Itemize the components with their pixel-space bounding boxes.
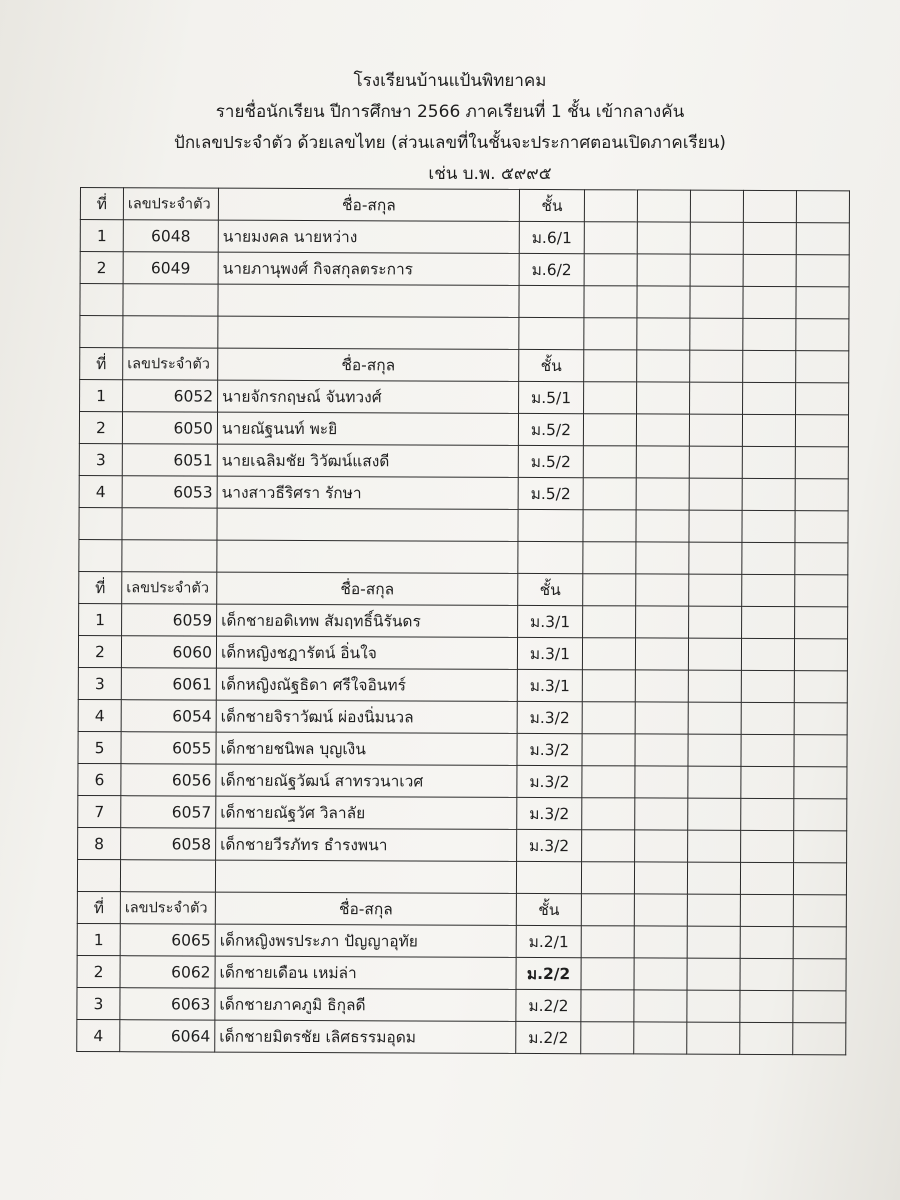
group-header-row xyxy=(80,188,849,223)
row-no: 7 xyxy=(78,795,121,827)
row-student-id: 6056 xyxy=(121,764,216,796)
header-class: ชั้น xyxy=(519,189,584,221)
empty-cell xyxy=(690,382,743,414)
table-row xyxy=(78,699,847,734)
blank-row xyxy=(77,859,846,894)
row-student-name: เด็กชายชนิพล บุญเงิน xyxy=(216,732,517,765)
row-student-id: 6048 xyxy=(123,220,218,252)
empty-cell xyxy=(689,574,742,606)
empty-cell xyxy=(634,990,687,1022)
blank-row xyxy=(79,507,848,542)
empty-cell xyxy=(582,734,635,766)
row-student-id: 6052 xyxy=(123,380,218,412)
row-class: ม.5/2 xyxy=(518,477,583,509)
empty-cell xyxy=(743,190,796,222)
empty-cell xyxy=(582,638,635,670)
empty-cell xyxy=(584,350,637,382)
row-class: ม.2/2 xyxy=(516,957,581,989)
student-table xyxy=(76,187,850,1055)
empty-cell xyxy=(689,606,742,638)
row-student-name: เด็กหญิงพรประภา ปัญญาอุทัย xyxy=(215,924,516,957)
empty-cell xyxy=(740,926,793,958)
empty-cell xyxy=(690,286,743,318)
empty-cell xyxy=(217,508,518,541)
empty-cell xyxy=(796,287,849,319)
table-row xyxy=(79,603,848,638)
empty-cell xyxy=(742,446,795,478)
empty-cell xyxy=(635,830,688,862)
empty-cell xyxy=(690,254,743,286)
empty-cell xyxy=(582,798,635,830)
row-student-id: 6059 xyxy=(122,604,217,636)
table-row xyxy=(78,763,847,798)
row-student-name: เด็กหญิงชฎารัตน์ อิ่นใจ xyxy=(216,636,517,669)
empty-cell xyxy=(581,926,634,958)
empty-cell xyxy=(740,862,793,894)
empty-cell xyxy=(637,254,690,286)
empty-cell xyxy=(636,574,689,606)
empty-cell xyxy=(793,991,846,1023)
empty-cell xyxy=(636,510,689,542)
blank-row xyxy=(80,316,849,351)
row-student-id: 6064 xyxy=(120,1020,215,1052)
example-line: เช่น บ.พ. ๕๙๙๕ xyxy=(428,164,552,184)
empty-cell xyxy=(688,702,741,734)
row-student-name: นายภานุพงศ์ กิจสกุลตระการ xyxy=(218,252,519,285)
empty-cell xyxy=(218,284,519,317)
table-row xyxy=(77,955,846,990)
empty-cell xyxy=(796,255,849,287)
empty-cell xyxy=(741,702,794,734)
empty-cell xyxy=(635,766,688,798)
row-student-name: เด็กชายอดิเทพ สัมฤทธิ์นิรันดร xyxy=(217,604,518,637)
row-class: ม.3/2 xyxy=(517,765,582,797)
header-name: ชื่อ-สกุล xyxy=(215,892,516,925)
empty-cell xyxy=(689,510,742,542)
empty-cell xyxy=(581,862,634,894)
empty-cell xyxy=(795,543,848,575)
empty-cell xyxy=(583,510,636,542)
empty-cell xyxy=(743,254,796,286)
empty-cell xyxy=(743,222,796,254)
empty-cell xyxy=(637,318,690,350)
table-row xyxy=(77,1019,846,1054)
empty-cell xyxy=(637,222,690,254)
row-student-id: 6055 xyxy=(121,732,216,764)
empty-cell xyxy=(796,351,849,383)
row-no: 2 xyxy=(78,635,121,667)
empty-cell xyxy=(687,990,740,1022)
row-class: ม.6/2 xyxy=(519,253,584,285)
row-student-name: นางสาวธีริศรา รักษา xyxy=(217,476,518,509)
empty-cell xyxy=(584,254,637,286)
row-class: ม.2/2 xyxy=(516,1021,581,1053)
group-header-row xyxy=(79,571,848,606)
empty-cell xyxy=(217,540,518,573)
empty-cell xyxy=(637,286,690,318)
row-student-id: 6053 xyxy=(122,476,217,508)
empty-cell xyxy=(635,670,688,702)
header-name: ชื่อ-สกุล xyxy=(218,348,519,381)
empty-cell xyxy=(742,510,795,542)
empty-cell xyxy=(740,1022,793,1054)
empty-cell xyxy=(688,670,741,702)
empty-cell xyxy=(583,414,636,446)
row-class: ม.3/2 xyxy=(517,701,582,733)
empty-cell xyxy=(582,830,635,862)
empty-cell xyxy=(218,316,519,349)
empty-cell xyxy=(583,606,636,638)
empty-cell xyxy=(687,1022,740,1054)
empty-cell xyxy=(634,862,687,894)
empty-cell xyxy=(215,860,516,893)
empty-cell xyxy=(741,734,794,766)
row-student-name: นายจักรกฤษณ์ จันทวงศ์ xyxy=(218,380,519,413)
row-student-name: เด็กชายณัฐวัศ วิลาลัย xyxy=(216,796,517,829)
header-no: ที่ xyxy=(77,891,120,923)
empty-cell xyxy=(687,894,740,926)
empty-cell xyxy=(584,222,637,254)
empty-cell xyxy=(519,285,584,317)
empty-cell xyxy=(582,670,635,702)
table-row xyxy=(77,923,846,958)
empty-cell xyxy=(793,927,846,959)
empty-cell xyxy=(518,541,583,573)
empty-cell xyxy=(584,318,637,350)
empty-cell xyxy=(123,316,218,348)
empty-cell xyxy=(742,414,795,446)
empty-cell xyxy=(795,447,848,479)
row-class: ม.2/1 xyxy=(516,925,581,957)
empty-cell xyxy=(635,734,688,766)
table-row xyxy=(78,795,847,830)
header-no: ที่ xyxy=(80,188,123,220)
empty-cell xyxy=(743,286,796,318)
empty-cell xyxy=(796,191,849,223)
empty-cell xyxy=(740,894,793,926)
empty-cell xyxy=(581,958,634,990)
row-no: 2 xyxy=(79,412,122,444)
empty-cell xyxy=(635,638,688,670)
row-class: ม.6/1 xyxy=(519,221,584,253)
row-student-id: 6051 xyxy=(122,444,217,476)
empty-cell xyxy=(583,478,636,510)
empty-cell xyxy=(742,574,795,606)
table-row xyxy=(78,635,847,670)
row-class: ม.2/2 xyxy=(516,989,581,1021)
blank-row xyxy=(79,539,848,574)
empty-cell xyxy=(743,382,796,414)
header-id: เลขประจำตัว xyxy=(120,892,215,924)
empty-cell xyxy=(634,958,687,990)
row-student-id: 6061 xyxy=(121,668,216,700)
row-student-name: นายณัฐนนท์ พะยิ xyxy=(217,412,518,445)
empty-cell xyxy=(636,478,689,510)
empty-cell xyxy=(742,478,795,510)
row-student-name: เด็กชายจิราวัฒน์ ผ่องนิ่มนวล xyxy=(216,700,517,733)
group-header-row xyxy=(77,891,846,926)
header-name: ชื่อ-สกุล xyxy=(218,188,519,221)
empty-cell xyxy=(793,1023,846,1055)
empty-cell xyxy=(688,798,741,830)
empty-cell xyxy=(793,895,846,927)
header-class: ชั้น xyxy=(516,893,581,925)
list-title: รายชื่อนักเรียน ปีการศึกษา 2566 ภาคเรียนที่ 1 ชั้น เข้ากลางคัน xyxy=(215,102,685,122)
empty-cell xyxy=(635,702,688,734)
empty-cell xyxy=(634,926,687,958)
empty-cell xyxy=(584,286,637,318)
row-no: 3 xyxy=(78,667,121,699)
empty-cell xyxy=(689,542,742,574)
empty-cell xyxy=(518,509,583,541)
empty-cell xyxy=(741,798,794,830)
row-no: 2 xyxy=(77,955,120,987)
empty-cell xyxy=(742,606,795,638)
empty-cell xyxy=(688,638,741,670)
table-row xyxy=(79,475,848,510)
empty-cell xyxy=(637,382,690,414)
row-no: 1 xyxy=(79,603,122,635)
empty-cell xyxy=(793,959,846,991)
row-class: ม.3/2 xyxy=(517,797,582,829)
empty-cell xyxy=(795,511,848,543)
table-row xyxy=(78,827,847,862)
empty-cell xyxy=(79,507,122,539)
table-row xyxy=(78,731,847,766)
row-student-name: นายเฉลิมชัย วิวัฒน์แสงดี xyxy=(217,444,518,477)
row-student-id: 6060 xyxy=(121,636,216,668)
empty-cell xyxy=(794,703,847,735)
empty-cell xyxy=(582,702,635,734)
row-no: 3 xyxy=(79,443,122,475)
instruction-line: ปักเลขประจำตัว ด้วยเลขไทย (ส่วนเลขที่ในชั้นจะประกาศตอนเปิดภาคเรียน) xyxy=(174,133,726,153)
header-class: ชั้น xyxy=(519,349,584,381)
empty-cell xyxy=(581,1022,634,1054)
empty-cell xyxy=(795,479,848,511)
empty-cell xyxy=(794,639,847,671)
table-row xyxy=(79,412,848,447)
empty-cell xyxy=(636,414,689,446)
empty-cell xyxy=(687,862,740,894)
empty-cell xyxy=(636,606,689,638)
empty-cell xyxy=(80,316,123,348)
table-row xyxy=(80,220,849,255)
empty-cell xyxy=(690,222,743,254)
row-class: ม.3/1 xyxy=(517,637,582,669)
empty-cell xyxy=(794,799,847,831)
empty-cell xyxy=(794,671,847,703)
empty-cell xyxy=(584,190,637,222)
empty-cell xyxy=(689,414,742,446)
row-student-name: เด็กชายเดือน เหม่ล่า xyxy=(215,956,516,989)
row-student-id: 6065 xyxy=(120,924,215,956)
row-student-id: 6054 xyxy=(121,700,216,732)
empty-cell xyxy=(634,894,687,926)
row-student-name: เด็กชายภาคภูมิ ธิกุลดี xyxy=(215,988,516,1021)
empty-cell xyxy=(120,860,215,892)
row-student-name: เด็กชายณัฐวัฒน์ สาทรวนาเวศ xyxy=(216,764,517,797)
row-no: 5 xyxy=(78,731,121,763)
empty-cell xyxy=(635,798,688,830)
empty-cell xyxy=(583,446,636,478)
empty-cell xyxy=(688,830,741,862)
empty-cell xyxy=(637,190,690,222)
empty-cell xyxy=(741,830,794,862)
empty-cell xyxy=(689,478,742,510)
row-no: 1 xyxy=(80,220,123,252)
empty-cell xyxy=(795,575,848,607)
empty-cell xyxy=(122,508,217,540)
row-class: ม.5/2 xyxy=(518,413,583,445)
empty-cell xyxy=(79,539,122,571)
header-name: ชื่อ-สกุล xyxy=(217,572,518,605)
empty-cell xyxy=(796,319,849,351)
row-class: ม.3/2 xyxy=(517,733,582,765)
empty-cell xyxy=(793,863,846,895)
header-no: ที่ xyxy=(79,571,122,603)
empty-cell xyxy=(636,542,689,574)
school-name: โรงเรียนบ้านแป้นพิทยาคม xyxy=(353,71,547,91)
empty-cell xyxy=(687,926,740,958)
header-id: เลขประจำตัว xyxy=(122,572,217,604)
row-student-name: เด็กชายมิตรชัย เลิศธรรมอุดม xyxy=(215,1020,516,1053)
empty-cell xyxy=(636,446,689,478)
empty-cell xyxy=(581,894,634,926)
row-no: 6 xyxy=(78,763,121,795)
empty-cell xyxy=(743,350,796,382)
row-student-name: นายมงคล นายหว่าง xyxy=(218,220,519,253)
empty-cell xyxy=(743,318,796,350)
empty-cell xyxy=(741,670,794,702)
row-class: ม.3/2 xyxy=(517,829,582,861)
empty-cell xyxy=(77,859,120,891)
row-no: 4 xyxy=(78,699,121,731)
empty-cell xyxy=(637,350,690,382)
empty-cell xyxy=(80,284,123,316)
row-no: 8 xyxy=(78,827,121,859)
header-no: ที่ xyxy=(80,348,123,380)
row-student-id: 6063 xyxy=(120,988,215,1020)
empty-cell xyxy=(741,766,794,798)
blank-row xyxy=(80,284,849,319)
empty-cell xyxy=(794,735,847,767)
empty-cell xyxy=(740,990,793,1022)
table-row xyxy=(79,443,848,478)
row-no: 2 xyxy=(80,252,123,284)
empty-cell xyxy=(742,542,795,574)
empty-cell xyxy=(581,990,634,1022)
row-class: ม.3/1 xyxy=(518,605,583,637)
empty-cell xyxy=(122,540,217,572)
row-student-id: 6057 xyxy=(121,796,216,828)
group-header-row xyxy=(80,348,849,383)
empty-cell xyxy=(690,318,743,350)
empty-cell xyxy=(690,190,743,222)
empty-cell xyxy=(519,317,584,349)
row-student-id: 6049 xyxy=(123,252,218,284)
row-class: ม.5/1 xyxy=(519,381,584,413)
empty-cell xyxy=(741,638,794,670)
empty-cell xyxy=(689,446,742,478)
empty-cell xyxy=(796,383,849,415)
header-id: เลขประจำตัว xyxy=(123,348,218,380)
empty-cell xyxy=(516,861,581,893)
empty-cell xyxy=(583,574,636,606)
empty-cell xyxy=(634,1022,687,1054)
row-class: ม.5/2 xyxy=(518,445,583,477)
empty-cell xyxy=(794,831,847,863)
header-id: เลขประจำตัว xyxy=(123,188,218,220)
empty-cell xyxy=(795,607,848,639)
empty-cell xyxy=(690,350,743,382)
row-student-id: 6062 xyxy=(120,956,215,988)
table-row xyxy=(77,987,846,1022)
empty-cell xyxy=(688,766,741,798)
row-no: 4 xyxy=(79,475,122,507)
empty-cell xyxy=(795,415,848,447)
row-student-name: เด็กหญิงณัฐธิดา ศรีใจอินทร์ xyxy=(216,668,517,701)
row-no: 1 xyxy=(77,923,120,955)
empty-cell xyxy=(687,958,740,990)
empty-cell xyxy=(584,382,637,414)
table-row xyxy=(80,380,849,415)
row-student-id: 6058 xyxy=(121,828,216,860)
row-no: 4 xyxy=(77,1019,120,1051)
table-row xyxy=(78,667,847,702)
empty-cell xyxy=(794,767,847,799)
row-no: 3 xyxy=(77,987,120,1019)
empty-cell xyxy=(688,734,741,766)
empty-cell xyxy=(796,223,849,255)
row-student-id: 6050 xyxy=(122,412,217,444)
empty-cell xyxy=(740,958,793,990)
header-class: ชั้น xyxy=(518,573,583,605)
row-student-name: เด็กชายวีรภัทร ธำรงพนา xyxy=(216,828,517,861)
row-no: 1 xyxy=(80,380,123,412)
empty-cell xyxy=(123,284,218,316)
row-class: ม.3/1 xyxy=(517,669,582,701)
empty-cell xyxy=(583,542,636,574)
empty-cell xyxy=(582,766,635,798)
table-row xyxy=(80,252,849,287)
